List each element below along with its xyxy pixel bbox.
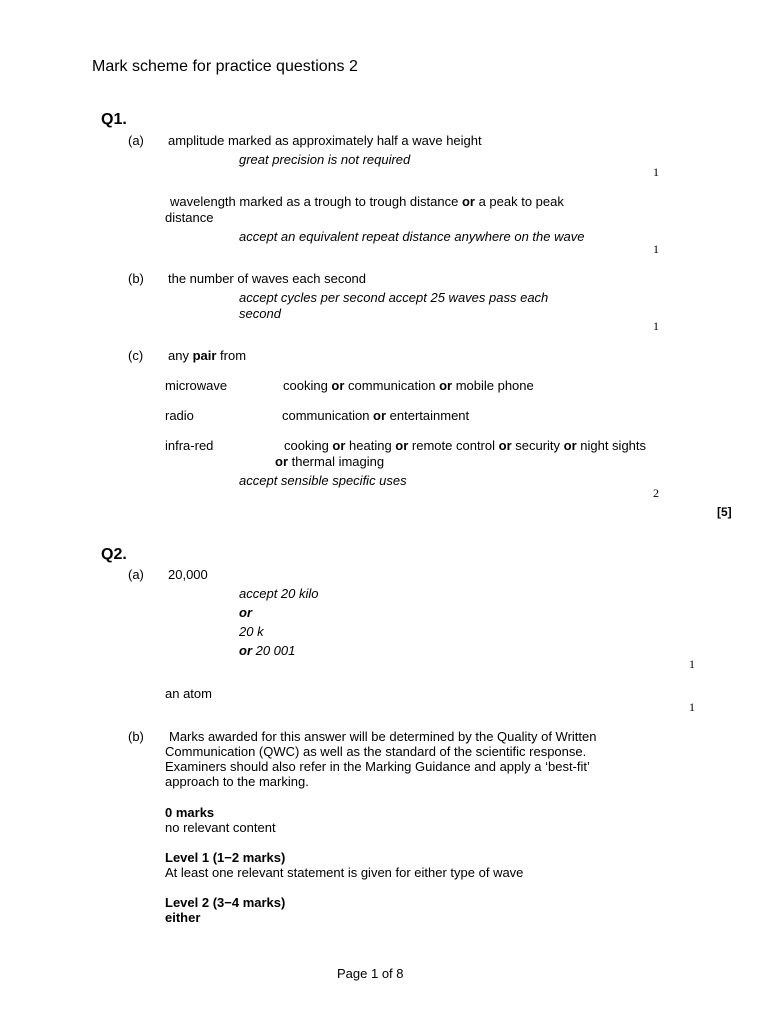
level-2-heading: Level 2 (3−4 marks) [165,895,286,910]
q1c-row-uses: communication or entertainment [282,408,470,423]
q2b-text-line: approach to the marking. [165,774,309,789]
q2a-mark-1: 1 [689,657,695,671]
q1-total-marks: [5] [717,505,732,519]
q1b-guidance-1: accept cycles per second accept 25 waves pass each [239,290,549,305]
q2-part-a-label: (a) [128,567,144,582]
q1b-answer: the number of waves each second [168,271,367,286]
q2-part-b-label: (b) [128,729,144,744]
q1c-row-uses-cont: or thermal imaging [275,454,385,469]
q1c-row-name: microwave [165,378,228,393]
q1a-mark-1: 1 [653,165,659,179]
q2a-answer-2: an atom [165,686,212,701]
level-0-text: no relevant content [165,820,276,835]
q1c-guidance: accept sensible specific uses [239,473,407,488]
q1c-row-uses: cooking or communication or mobile phone [283,378,534,393]
question-1-label: Q1. [101,111,127,128]
q1a-mark-2: 1 [653,242,659,256]
q2a-guidance: 20 k [239,624,264,639]
q1c-mark: 2 [653,486,659,500]
q1a-guidance-1: great precision is not required [239,152,411,167]
q2a-answer-1: 20,000 [168,567,208,582]
q1a-guidance-2: accept an equivalent repeat distance anywhere on the wave [239,229,585,244]
level-1-heading: Level 1 (1−2 marks) [165,850,286,865]
q1c-intro: any pair from [168,348,247,363]
q2a-guidance: accept 20 kilo [239,586,319,601]
q1c-row-name: radio [165,408,194,423]
page-title: Mark scheme for practice questions 2 [92,58,358,75]
q2b-text-line: Examiners should also refer in the Marking Guidance and apply a ‘best-fit’ [165,759,590,774]
q2b-text-line: Marks awarded for this answer will be determined by the Quality of Written [169,729,597,744]
q2a-mark-2: 1 [689,700,695,714]
q1-part-a-label: (a) [128,133,144,148]
q1a-answer-1: amplitude marked as approximately half a wave height [168,133,482,148]
question-2-label: Q2. [101,546,127,563]
q2a-guidance: or 20 001 [239,643,296,658]
q2a-guidance: or [239,605,252,620]
level-2-text: either [165,910,201,925]
level-0-heading: 0 marks [165,805,215,820]
q1-part-b-label: (b) [128,271,144,286]
q2b-text-line: Communication (QWC) as well as the standard of the scientific response. [165,744,587,759]
q1-part-c-label: (c) [128,348,144,363]
q1a-answer-2-cont: distance [165,210,214,225]
q1c-row-uses: cooking or heating or remote control or security or night sights [284,438,647,453]
q1c-row-name: infra-red [165,438,214,453]
level-1-text: At least one relevant statement is given for either type of wave [165,865,524,880]
q1b-guidance-2: second [239,306,281,321]
page-number: Page 1 of 8 [337,966,404,981]
q1a-answer-2: wavelength marked as a trough to trough distance or a peak to peak [170,194,564,209]
q1b-mark: 1 [653,319,659,333]
